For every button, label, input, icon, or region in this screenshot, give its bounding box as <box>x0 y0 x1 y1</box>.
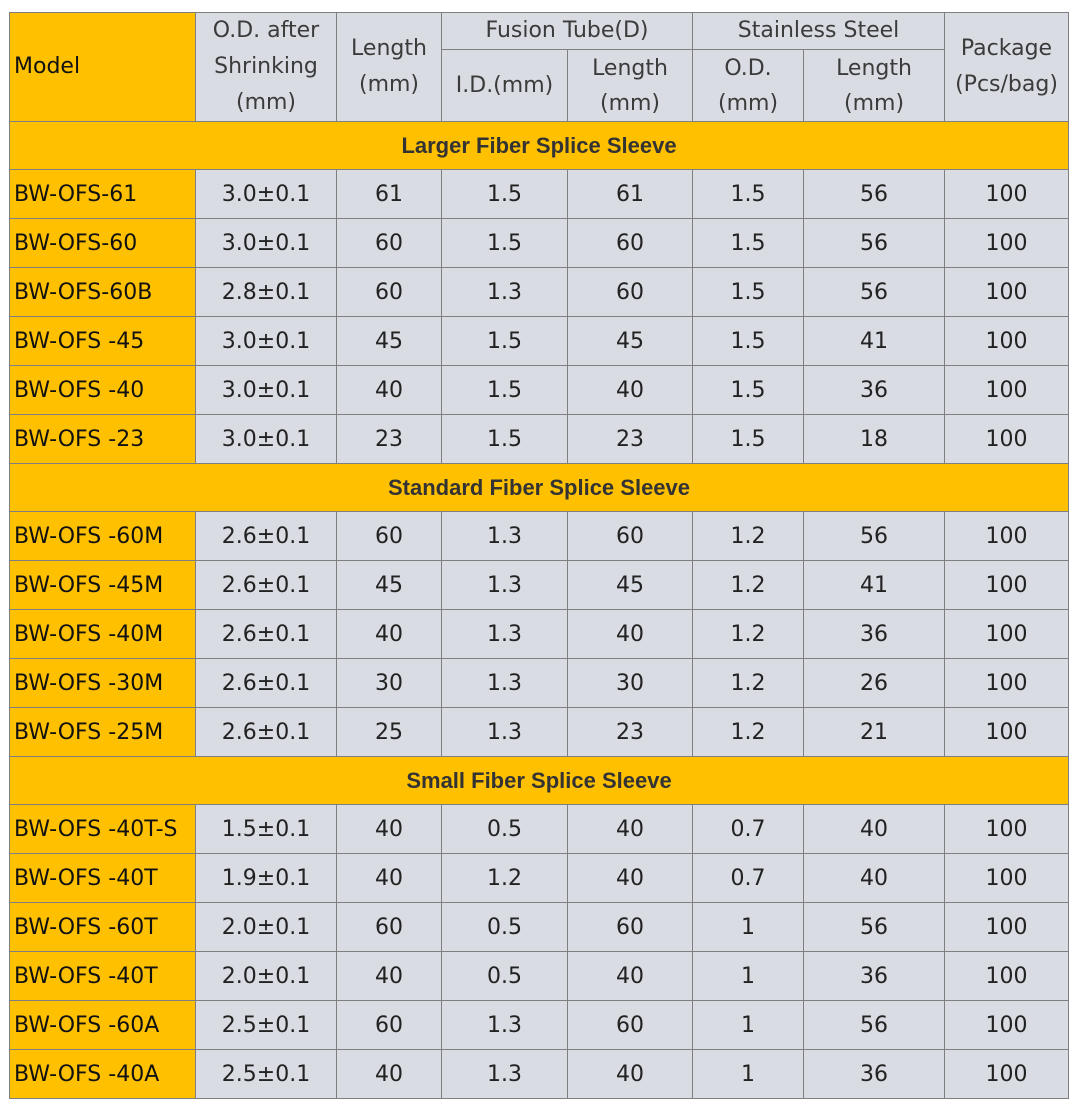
length-cell: 40 <box>337 1050 442 1099</box>
length-cell: 40 <box>337 854 442 903</box>
fusion-length-cell: 40 <box>568 610 693 659</box>
od-after-cell: 2.6±0.1 <box>196 708 337 757</box>
od-after-cell: 2.6±0.1 <box>196 610 337 659</box>
steel-length-cell: 41 <box>804 561 945 610</box>
length-cell: 45 <box>337 561 442 610</box>
table-row <box>10 610 1069 659</box>
table-row <box>10 415 1069 464</box>
model-cell: BW-OFS -40T <box>10 854 196 903</box>
fusion-length-cell: 60 <box>568 219 693 268</box>
table-row <box>10 708 1069 757</box>
length-cell: 60 <box>337 512 442 561</box>
section-title: Small Fiber Splice Sleeve <box>10 757 1069 805</box>
fusion-id-cell: 1.3 <box>442 610 568 659</box>
steel-length-cell: 56 <box>804 1001 945 1050</box>
length-cell: 40 <box>337 952 442 1001</box>
steel-od-cell: 1.5 <box>693 219 804 268</box>
fusion-id-cell: 1.5 <box>442 170 568 219</box>
model-header: Model <box>10 13 196 122</box>
model-cell: BW-OFS-60B <box>10 268 196 317</box>
steel-od-cell: 0.7 <box>693 805 804 854</box>
steel-od-cell: 1.2 <box>693 512 804 561</box>
package-cell: 100 <box>945 1050 1069 1099</box>
fusion-tube-id-header: I.D.(mm) <box>442 50 568 122</box>
fusion-tube-length-header: Length (mm) <box>568 50 693 122</box>
length-cell: 60 <box>337 219 442 268</box>
steel-length-cell: 26 <box>804 659 945 708</box>
fusion-id-cell: 1.5 <box>442 415 568 464</box>
fusion-id-cell: 1.2 <box>442 854 568 903</box>
steel-length-cell: 56 <box>804 170 945 219</box>
model-cell: BW-OFS-60 <box>10 219 196 268</box>
model-cell: BW-OFS -40 <box>10 366 196 415</box>
table-row <box>10 805 1069 854</box>
model-cell: BW-OFS -60A <box>10 1001 196 1050</box>
model-cell: BW-OFS-61 <box>10 170 196 219</box>
table-row <box>10 1001 1069 1050</box>
fusion-id-cell: 1.3 <box>442 1050 568 1099</box>
package-cell: 100 <box>945 512 1069 561</box>
length-cell: 40 <box>337 366 442 415</box>
steel-length-cell: 56 <box>804 512 945 561</box>
fusion-length-cell: 40 <box>568 805 693 854</box>
model-cell: BW-OFS -60M <box>10 512 196 561</box>
model-cell: BW-OFS -40T <box>10 952 196 1001</box>
od-after-cell: 2.6±0.1 <box>196 659 337 708</box>
table-row <box>10 317 1069 366</box>
fusion-length-cell: 40 <box>568 1050 693 1099</box>
table-row <box>10 512 1069 561</box>
fusion-length-cell: 40 <box>568 366 693 415</box>
table-body <box>10 122 1069 1099</box>
steel-od-cell: 1.5 <box>693 317 804 366</box>
package-cell: 100 <box>945 903 1069 952</box>
steel-length-cell: 56 <box>804 219 945 268</box>
package-cell: 100 <box>945 170 1069 219</box>
steel-length-cell: 21 <box>804 708 945 757</box>
package-cell: 100 <box>945 805 1069 854</box>
table-row <box>10 952 1069 1001</box>
model-cell: BW-OFS -25M <box>10 708 196 757</box>
model-cell: BW-OFS -40M <box>10 610 196 659</box>
od-after-cell: 1.5±0.1 <box>196 805 337 854</box>
package-cell: 100 <box>945 610 1069 659</box>
table-row <box>10 170 1069 219</box>
package-cell: 100 <box>945 219 1069 268</box>
package-cell: 100 <box>945 659 1069 708</box>
fusion-tube-header: Fusion Tube(D) <box>442 13 693 50</box>
length-cell: 60 <box>337 1001 442 1050</box>
od-after-cell: 2.5±0.1 <box>196 1001 337 1050</box>
fusion-length-cell: 40 <box>568 952 693 1001</box>
steel-od-cell: 1.5 <box>693 366 804 415</box>
od-after-cell: 2.0±0.1 <box>196 903 337 952</box>
model-cell: BW-OFS -40A <box>10 1050 196 1099</box>
fusion-id-cell: 0.5 <box>442 952 568 1001</box>
table-row <box>10 659 1069 708</box>
model-cell: BW-OFS -60T <box>10 903 196 952</box>
length-cell: 45 <box>337 317 442 366</box>
fusion-id-cell: 0.5 <box>442 805 568 854</box>
splice-sleeve-spec-table <box>9 12 1069 1099</box>
length-cell: 40 <box>337 805 442 854</box>
od-after-cell: 2.5±0.1 <box>196 1050 337 1099</box>
fusion-length-cell: 23 <box>568 415 693 464</box>
model-cell: BW-OFS -45M <box>10 561 196 610</box>
package-cell: 100 <box>945 952 1069 1001</box>
section-row <box>10 757 1069 805</box>
od-after-cell: 2.0±0.1 <box>196 952 337 1001</box>
length-cell: 60 <box>337 268 442 317</box>
fusion-id-cell: 1.3 <box>442 1001 568 1050</box>
steel-length-cell: 36 <box>804 1050 945 1099</box>
package-header: Package (Pcs/bag) <box>945 13 1069 122</box>
od-after-cell: 2.6±0.1 <box>196 561 337 610</box>
fusion-length-cell: 60 <box>568 1001 693 1050</box>
steel-length-cell: 36 <box>804 366 945 415</box>
package-cell: 100 <box>945 561 1069 610</box>
model-cell: BW-OFS -23 <box>10 415 196 464</box>
od-after-shrinking-header: O.D. after Shrinking (mm) <box>196 13 337 122</box>
fusion-id-cell: 1.5 <box>442 366 568 415</box>
steel-od-cell: 0.7 <box>693 854 804 903</box>
table-row <box>10 1050 1069 1099</box>
package-cell: 100 <box>945 317 1069 366</box>
od-after-cell: 2.8±0.1 <box>196 268 337 317</box>
fusion-id-cell: 1.3 <box>442 659 568 708</box>
package-cell: 100 <box>945 268 1069 317</box>
section-row <box>10 122 1069 170</box>
fusion-id-cell: 1.3 <box>442 561 568 610</box>
steel-length-cell: 56 <box>804 903 945 952</box>
steel-length-cell: 41 <box>804 317 945 366</box>
od-after-cell: 3.0±0.1 <box>196 415 337 464</box>
stainless-steel-od-header: O.D. (mm) <box>693 50 804 122</box>
length-cell: 61 <box>337 170 442 219</box>
fusion-length-cell: 60 <box>568 903 693 952</box>
steel-od-cell: 1 <box>693 1001 804 1050</box>
fusion-id-cell: 1.3 <box>442 708 568 757</box>
length-cell: 23 <box>337 415 442 464</box>
od-after-cell: 2.6±0.1 <box>196 512 337 561</box>
fusion-length-cell: 60 <box>568 268 693 317</box>
steel-od-cell: 1.2 <box>693 708 804 757</box>
steel-length-cell: 40 <box>804 854 945 903</box>
package-cell: 100 <box>945 708 1069 757</box>
table-row <box>10 903 1069 952</box>
package-cell: 100 <box>945 854 1069 903</box>
od-after-cell: 3.0±0.1 <box>196 219 337 268</box>
od-after-cell: 3.0±0.1 <box>196 317 337 366</box>
steel-od-cell: 1.5 <box>693 170 804 219</box>
length-header: Length (mm) <box>337 13 442 122</box>
package-cell: 100 <box>945 1001 1069 1050</box>
length-cell: 40 <box>337 610 442 659</box>
table-row <box>10 561 1069 610</box>
fusion-id-cell: 1.5 <box>442 219 568 268</box>
steel-od-cell: 1 <box>693 952 804 1001</box>
fusion-id-cell: 1.5 <box>442 317 568 366</box>
model-cell: BW-OFS -40T-S <box>10 805 196 854</box>
table-row <box>10 268 1069 317</box>
steel-od-cell: 1.2 <box>693 610 804 659</box>
section-title: Larger Fiber Splice Sleeve <box>10 122 1069 170</box>
section-row <box>10 464 1069 512</box>
steel-length-cell: 36 <box>804 610 945 659</box>
steel-length-cell: 40 <box>804 805 945 854</box>
steel-od-cell: 1.2 <box>693 561 804 610</box>
stainless-steel-length-header: Length (mm) <box>804 50 945 122</box>
length-cell: 30 <box>337 659 442 708</box>
model-cell: BW-OFS -30M <box>10 659 196 708</box>
fusion-id-cell: 1.3 <box>442 512 568 561</box>
fusion-length-cell: 45 <box>568 561 693 610</box>
fusion-length-cell: 23 <box>568 708 693 757</box>
steel-od-cell: 1.2 <box>693 659 804 708</box>
table-row <box>10 219 1069 268</box>
steel-length-cell: 18 <box>804 415 945 464</box>
fusion-id-cell: 0.5 <box>442 903 568 952</box>
section-title: Standard Fiber Splice Sleeve <box>10 464 1069 512</box>
header-row-top <box>10 13 1069 50</box>
table-row <box>10 854 1069 903</box>
fusion-length-cell: 40 <box>568 854 693 903</box>
steel-length-cell: 36 <box>804 952 945 1001</box>
length-cell: 25 <box>337 708 442 757</box>
fusion-length-cell: 30 <box>568 659 693 708</box>
package-cell: 100 <box>945 415 1069 464</box>
steel-length-cell: 56 <box>804 268 945 317</box>
fusion-length-cell: 45 <box>568 317 693 366</box>
fusion-length-cell: 60 <box>568 512 693 561</box>
steel-od-cell: 1 <box>693 903 804 952</box>
model-cell: BW-OFS -45 <box>10 317 196 366</box>
length-cell: 60 <box>337 903 442 952</box>
stainless-steel-header: Stainless Steel <box>693 13 945 50</box>
package-cell: 100 <box>945 366 1069 415</box>
fusion-length-cell: 61 <box>568 170 693 219</box>
steel-od-cell: 1.5 <box>693 415 804 464</box>
od-after-cell: 3.0±0.1 <box>196 170 337 219</box>
od-after-cell: 1.9±0.1 <box>196 854 337 903</box>
steel-od-cell: 1.5 <box>693 268 804 317</box>
od-after-cell: 3.0±0.1 <box>196 366 337 415</box>
steel-od-cell: 1 <box>693 1050 804 1099</box>
table-row <box>10 366 1069 415</box>
fusion-id-cell: 1.3 <box>442 268 568 317</box>
